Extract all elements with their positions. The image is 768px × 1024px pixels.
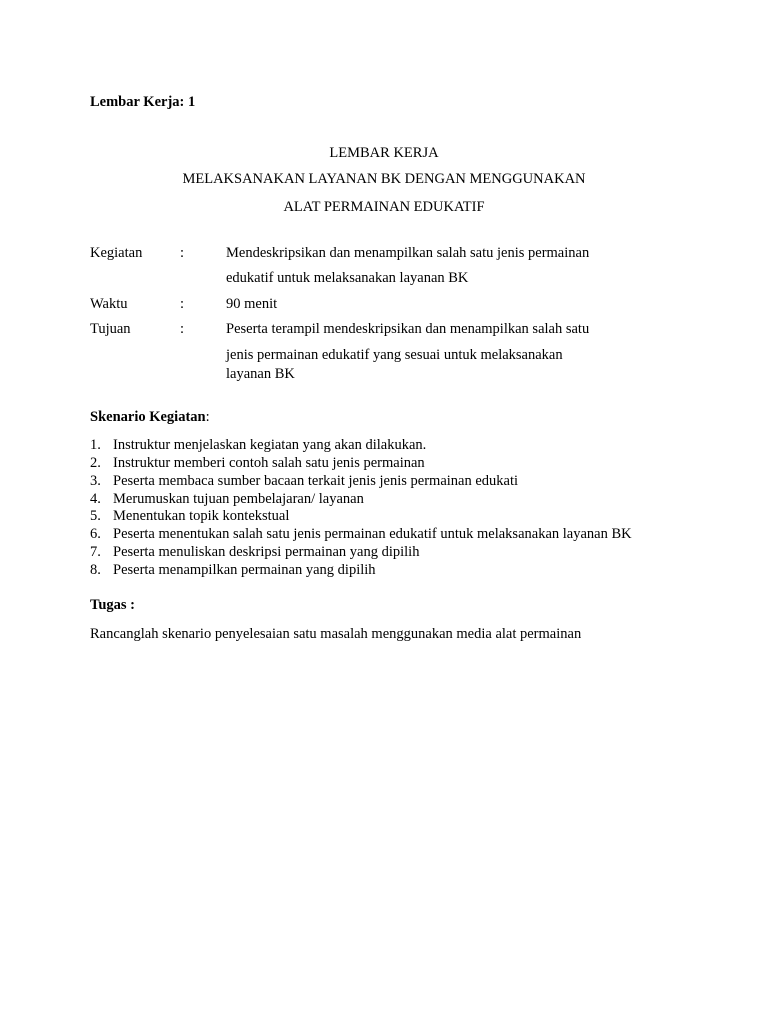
list-item-number: 2. (90, 455, 101, 471)
skenario-heading (90, 409, 210, 426)
worksheet-label: Lembar Kerja: 1 (90, 94, 196, 110)
tugas-heading: Tugas : (90, 597, 136, 613)
list-item-text: Menentukan topik kontekstual (113, 508, 290, 524)
tugas-text: Rancanglah skenario penyelesaian satu masalah menggunakan media alat permainan (90, 626, 582, 642)
list-item-text: Peserta membaca sumber bacaan terkait jenis jenis permainan edukati (113, 473, 519, 489)
tujuan-label: Tujuan (90, 321, 131, 337)
kegiatan-value-line-1: Mendeskripsikan dan menampilkan salah satu jenis permainan (226, 245, 590, 261)
list-item-number: 3. (90, 473, 101, 489)
list-item-text: Peserta menentukan salah satu jenis permainan edukatif untuk melaksanakan layanan BK (113, 526, 632, 542)
list-item-text: Peserta menampilkan permainan yang dipilih (113, 562, 376, 578)
waktu-label: Waktu (90, 296, 128, 312)
list-item-text: Instruktur memberi contoh salah satu jenis permainan (113, 455, 425, 471)
kegiatan-value-line-2: edukatif untuk melaksanakan layanan BK (226, 270, 469, 286)
list-item-number: 6. (90, 526, 101, 542)
kegiatan-label: Kegiatan (90, 245, 143, 261)
list-item-text: Peserta menuliskan deskripsi permainan yang dipilih (113, 544, 420, 560)
tujuan-value-line-1: Peserta terampil mendeskripsikan dan menampilkan salah satu (226, 321, 590, 337)
list-item-number: 8. (90, 562, 101, 578)
kegiatan-colon: : (180, 245, 185, 261)
list-item-number: 7. (90, 544, 101, 560)
list-item-text: Instruktur menjelaskan kegiatan yang akan dilakukan. (113, 437, 427, 453)
tujuan-value-line-3: layanan BK (226, 366, 295, 382)
title-line-3: ALAT PERMAINAN EDUKATIF (283, 199, 485, 215)
list-item-number: 4. (90, 491, 101, 507)
list-item-number: 1. (90, 437, 101, 453)
waktu-value: 90 menit (226, 296, 278, 312)
title-line-2: MELAKSANAKAN LAYANAN BK DENGAN MENGGUNAKAN (182, 171, 586, 187)
title-line-1: LEMBAR KERJA (329, 145, 439, 161)
skenario-heading-text: Skenario Kegiatan (90, 409, 206, 425)
tujuan-value-line-2: jenis permainan edukatif yang sesuai untuk melaksanakan (226, 347, 563, 363)
skenario-heading-colon: : (205, 409, 210, 425)
list-item-text: Merumuskan tujuan pembelajaran/ layanan (113, 491, 364, 507)
waktu-colon: : (180, 296, 185, 312)
tujuan-colon: : (180, 321, 185, 337)
list-item-number: 5. (90, 508, 101, 524)
